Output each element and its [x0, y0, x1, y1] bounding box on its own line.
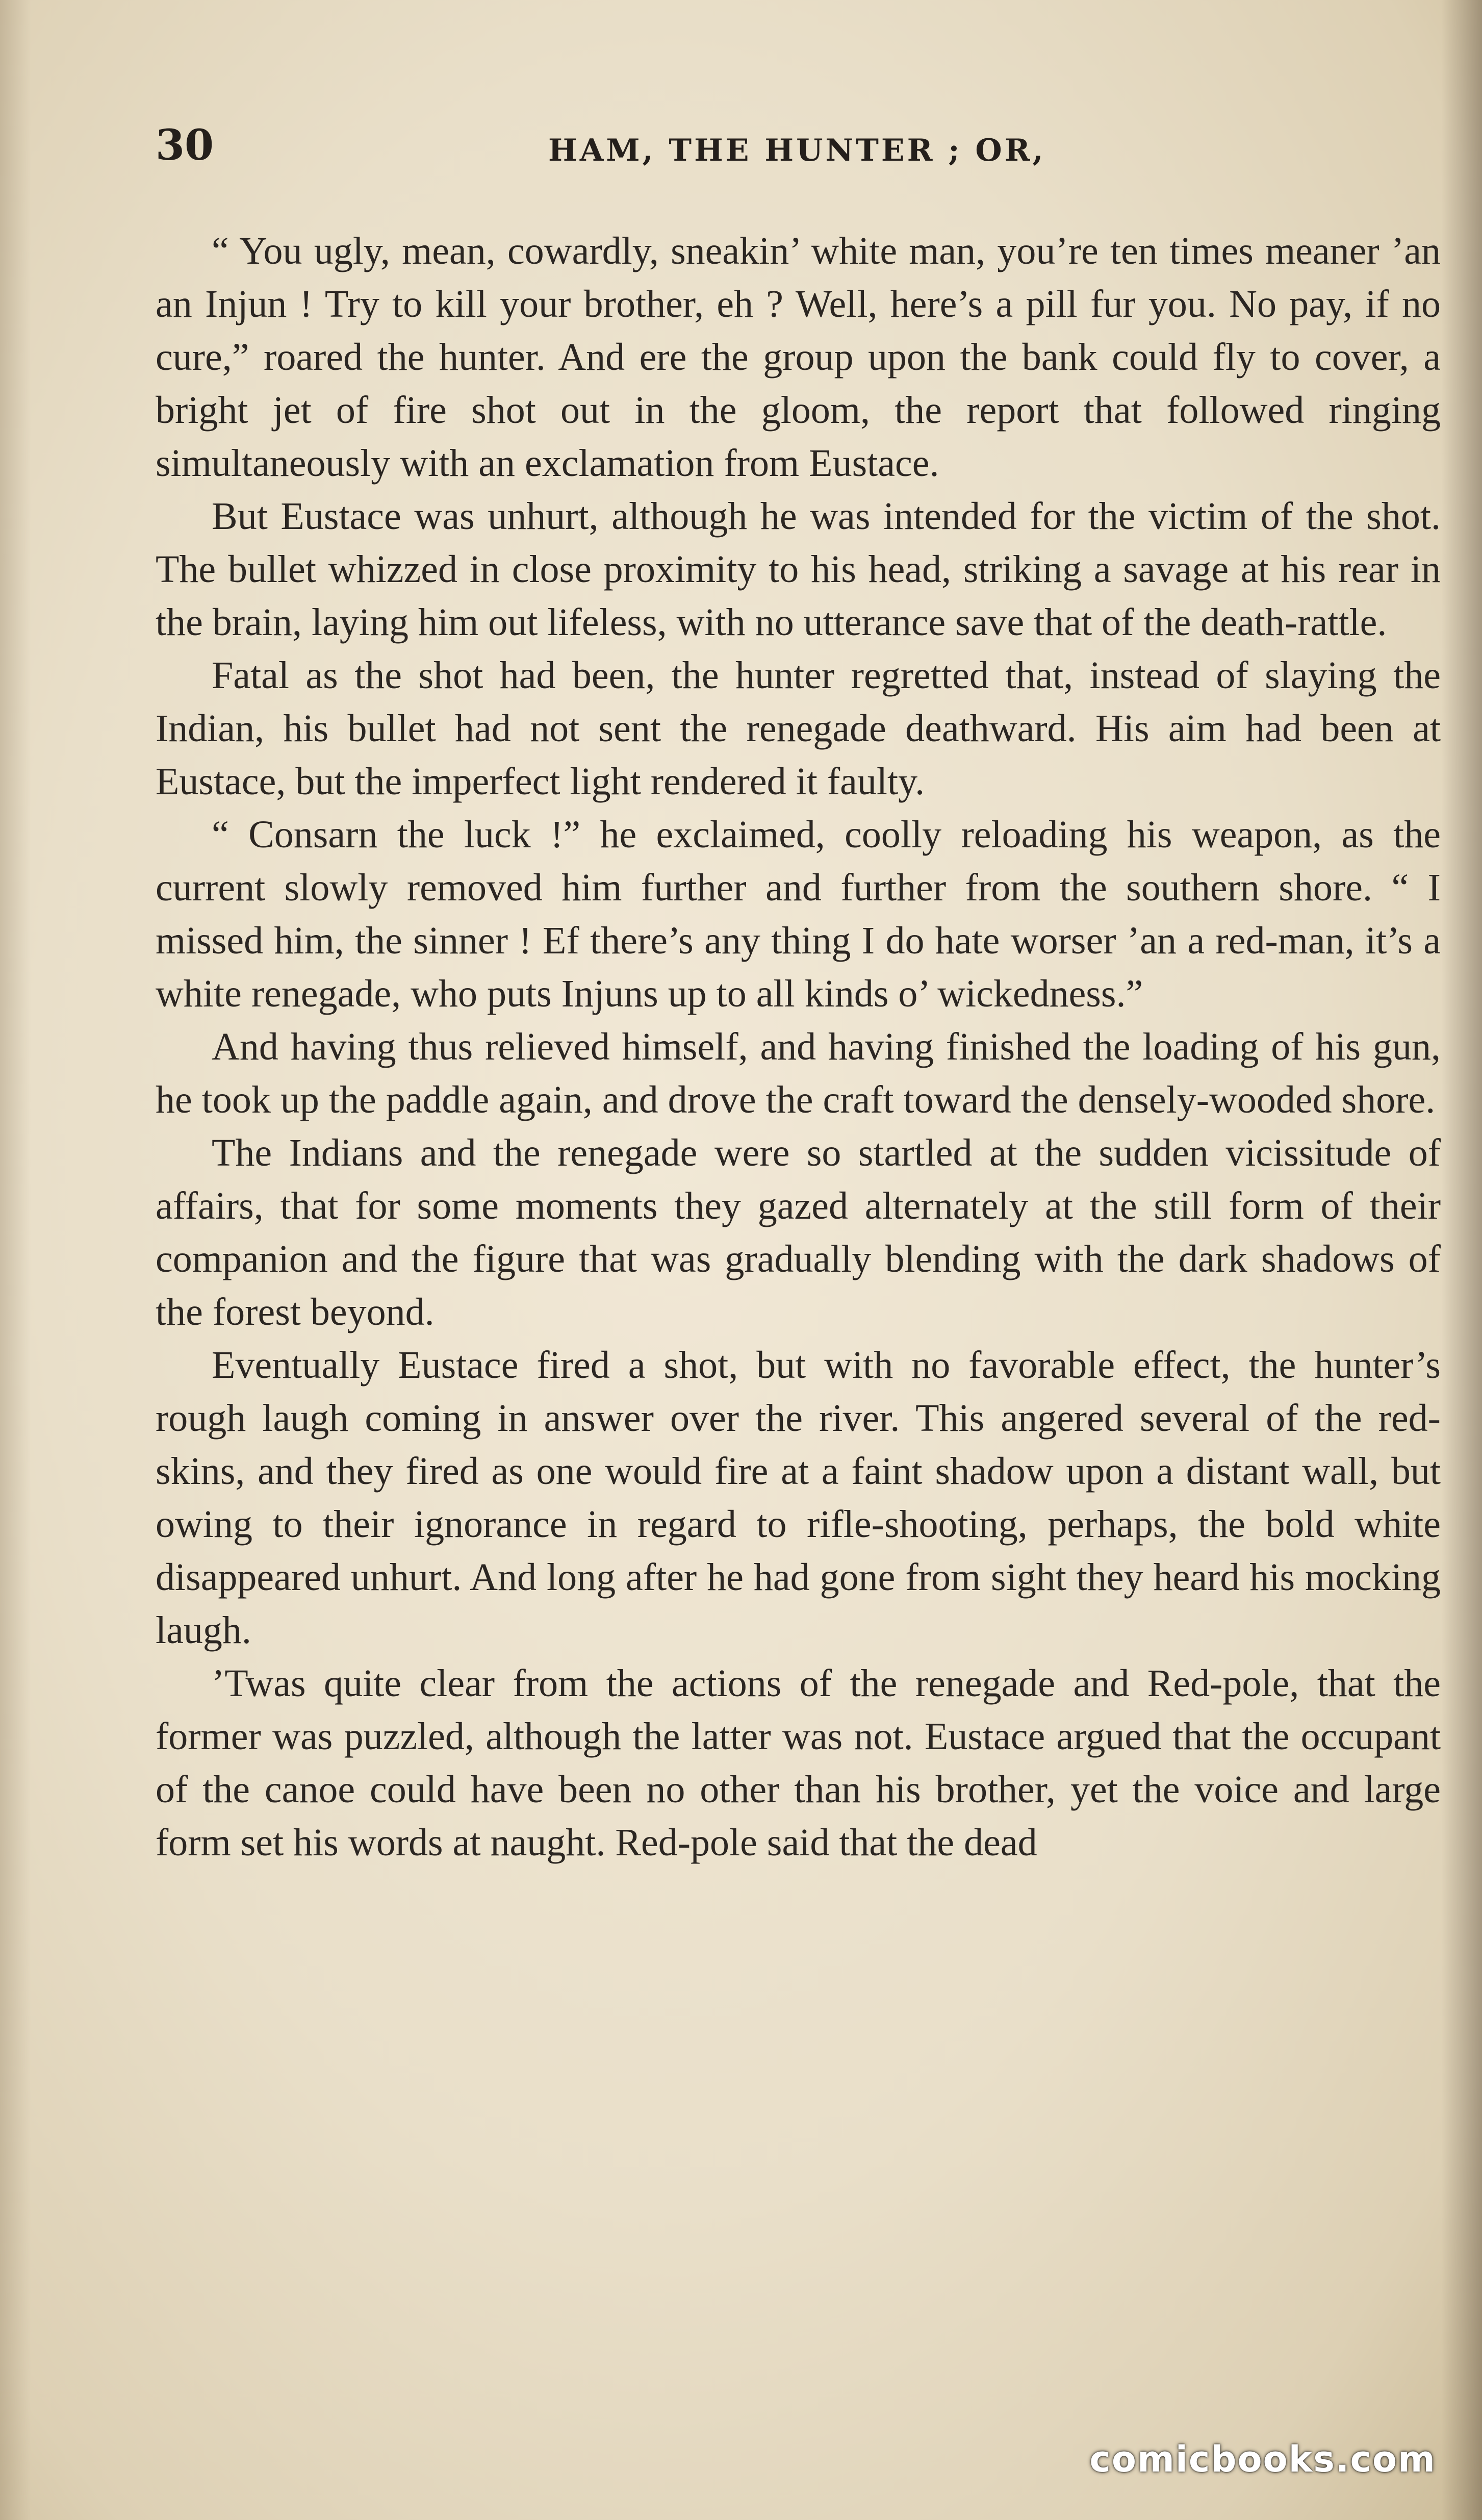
running-head: HAM, THE HUNTER ; OR,	[548, 133, 1046, 168]
body-text	[156, 224, 1441, 1869]
paragraph: “ Consarn the luck !” he exclaimed, coolly reloading his weapon, as the current slowly removed him further and further from the southern shore. “ I missed him, the sinner ! Ef there’s any thing I do hate worser ’an a red-man, it’s a white renegade, who puts Injuns up to all kinds o’ wickedness.”	[156, 813, 1441, 1015]
paragraph: And having thus relieved himself, and having finished the loading of his gun, he took up the paddle again, and drove the craft toward the densely-wooded shore.	[156, 1025, 1441, 1121]
paragraph: Eventually Eustace fired a shot, but with no favorable effect, the hunter’s rough laugh coming in answer over the river. This angered several of the red-skins, and they fired as one would fire at a faint shadow upon a distant wall, but owing to their ignorance in regard to rifle-shooting, perhaps, the bold white disappeared unhurt. And long after he had gone from sight they heard his mocking laugh.	[156, 1344, 1441, 1652]
page-number: 30	[156, 121, 214, 170]
paragraph: Fatal as the shot had been, the hunter regretted that, instead of slaying the Indian, his bullet had not sent the renegade deathward. His aim had been at Eustace, but the imperfect light rendered it faulty.	[156, 654, 1441, 803]
gutter-shadow	[0, 0, 31, 2520]
paragraph: ’Twas quite clear from the actions of the renegade and Red-pole, that the former was puzzled, although the latter was not. Eustace argued that the occupant of the canoe could have been no other than his brother, yet the voice and large form set his words at naught. Red-pole said that the dead	[156, 1662, 1441, 1864]
watermark: comicbooks.com	[1089, 2438, 1436, 2480]
page-edge-shadow	[1441, 0, 1482, 2520]
page-header	[156, 120, 1441, 181]
paragraph: “ You ugly, mean, cowardly, sneakin’ white man, you’re ten times meaner ’an an Injun ! Try to kill your brother, eh ? Well, here’s a pill fur you. No pay, if no cure,” roared the hunter. And ere the group upon the bank could fly to cover, a bright jet of fire shot out in the gloom, the report that followed ringing simultaneously with an exclamation from Eustace.	[156, 230, 1441, 485]
paragraph: But Eustace was unhurt, although he was intended for the victim of the shot. The bullet whizzed in close proximity to his head, striking a savage at his rear in the brain, laying him out lifeless, with no utterance save that of the death-rattle.	[156, 495, 1441, 644]
paragraph: The Indians and the renegade were so startled at the sudden vicissitude of affairs, that for some moments they gazed alternately at the still form of their companion and the figure that was gradually blending with the dark shadows of the forest beyond.	[156, 1131, 1441, 1333]
